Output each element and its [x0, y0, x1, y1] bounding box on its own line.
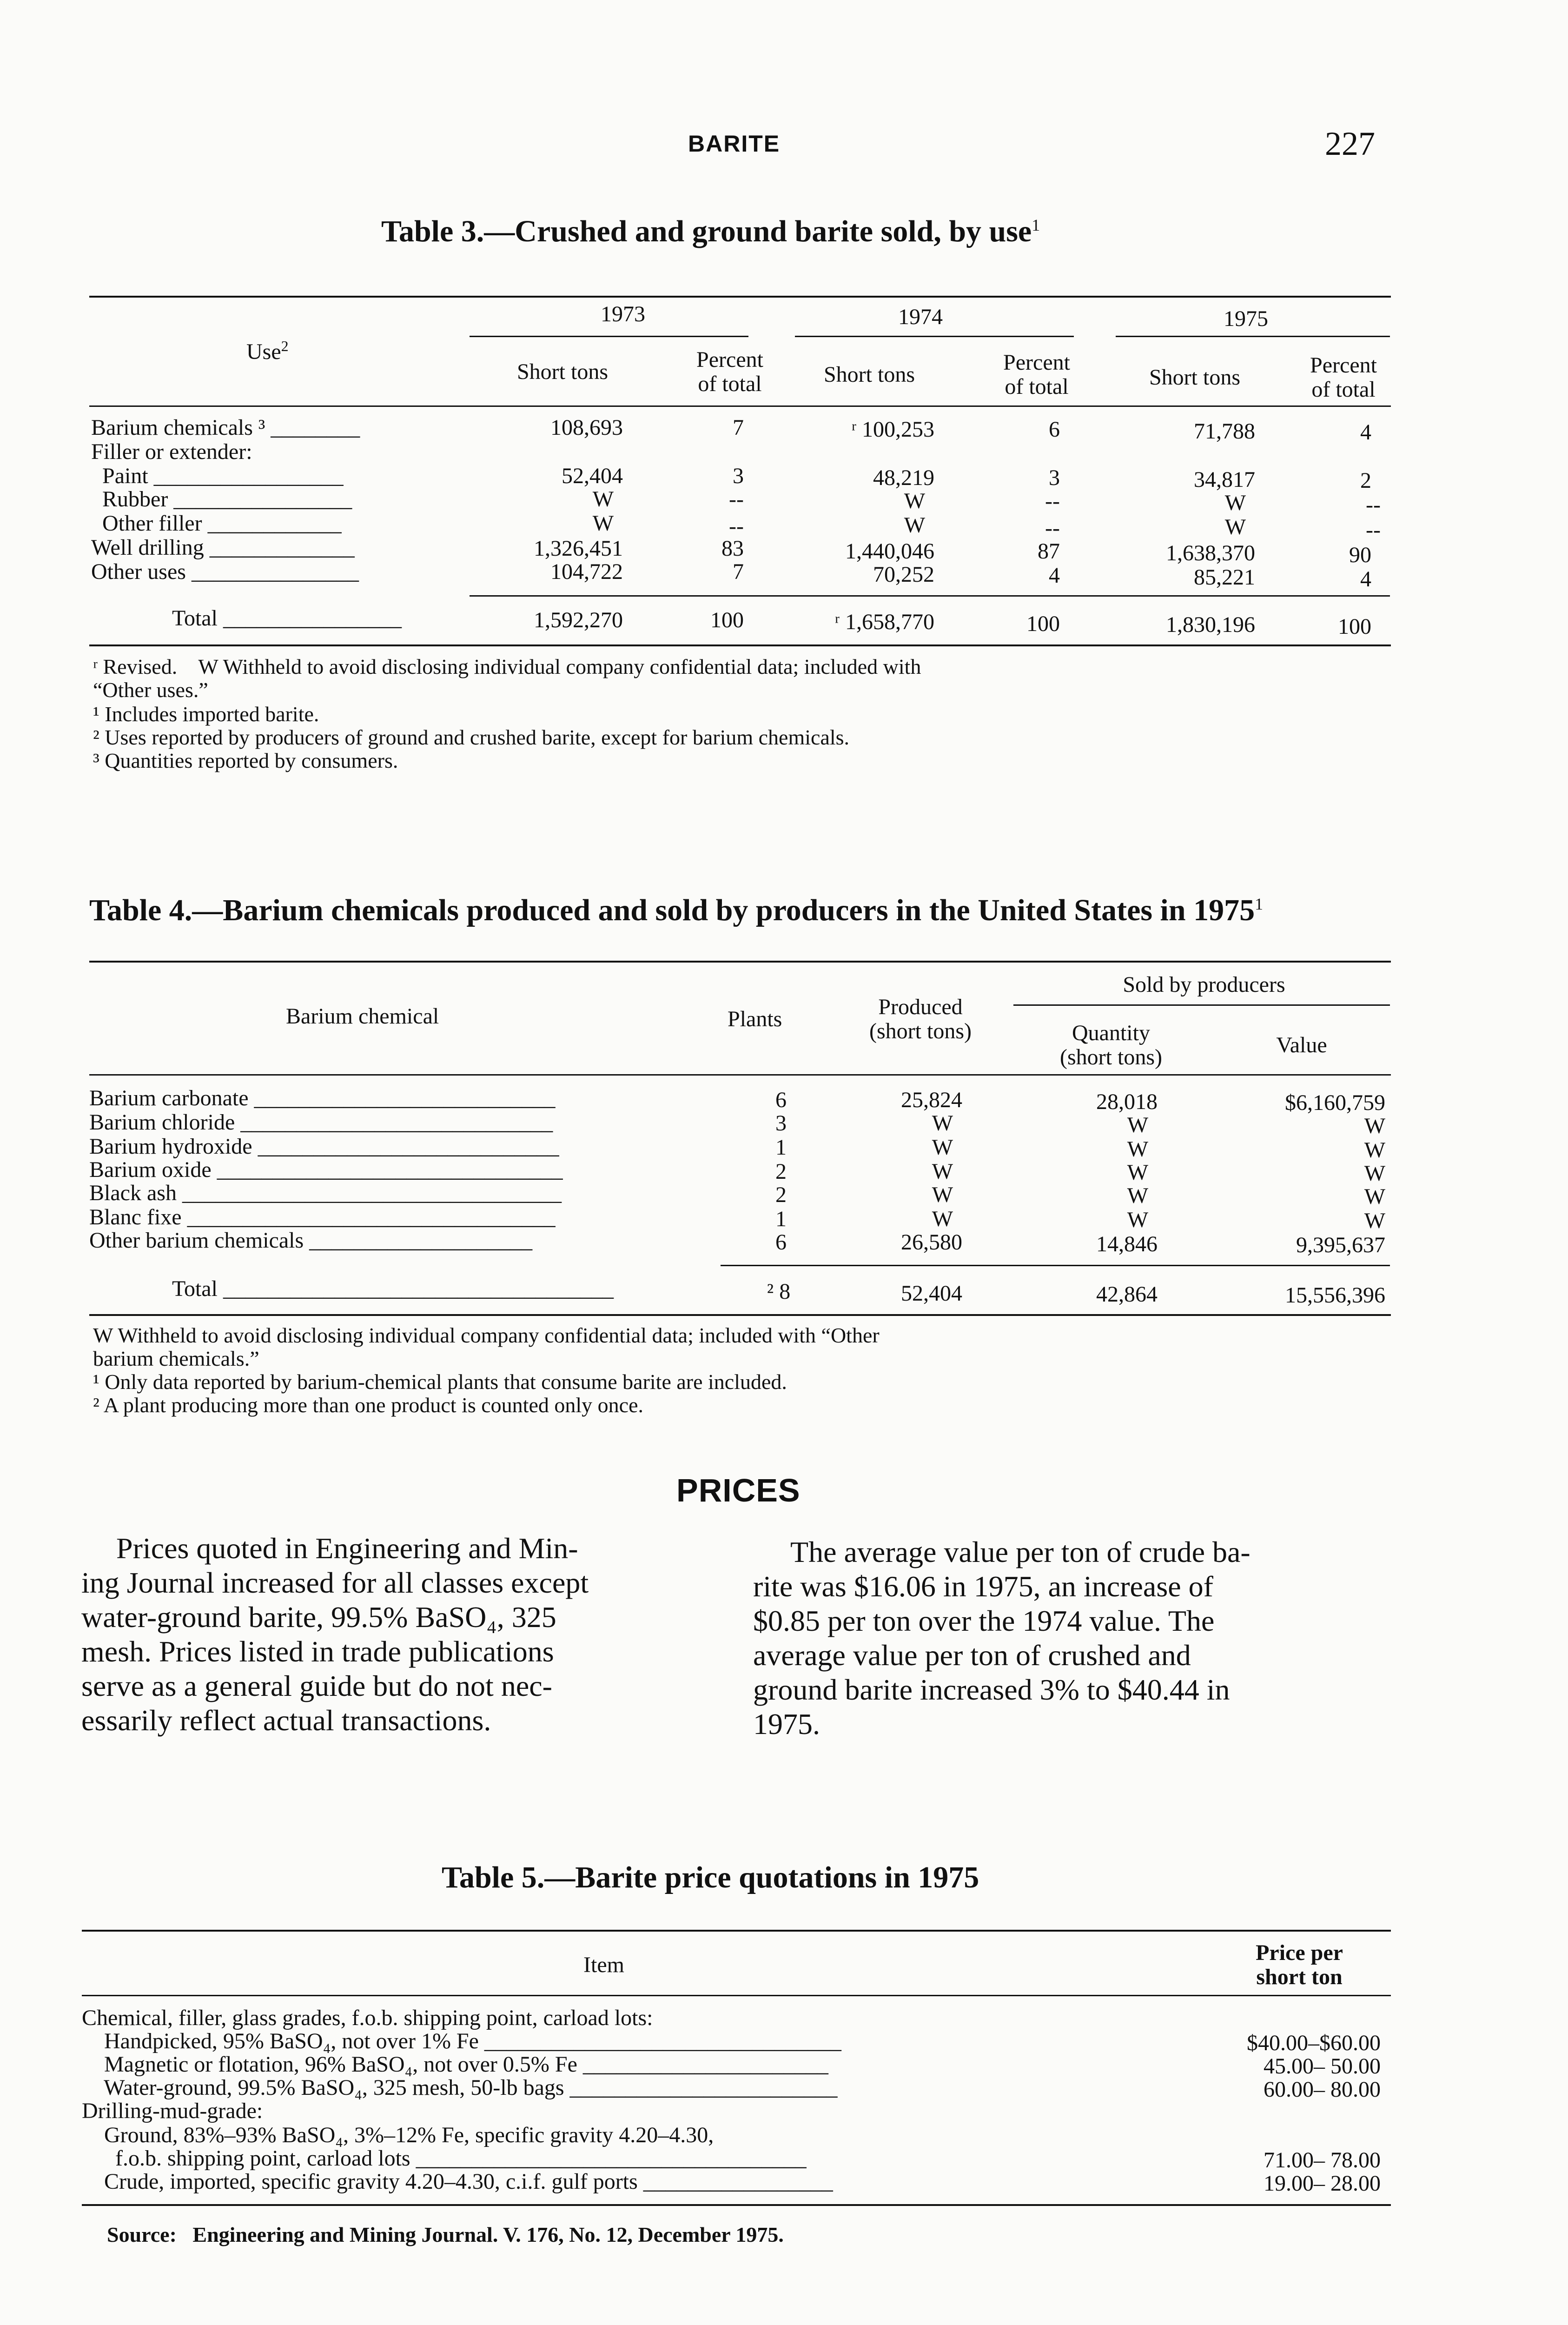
table3-p73-cell: 7	[733, 559, 744, 584]
running-title: BARITE	[688, 131, 781, 157]
table3-st73-cell: 104,722	[550, 559, 623, 584]
table3-note: ʳ Revised. W Withheld to avoid disclosing individual company confidential data; included with	[93, 655, 921, 678]
table3-use-header	[246, 334, 289, 364]
table5-source: Source: Engineering and Mining Journal. V. 176, No. 12, December 1975.	[107, 2223, 784, 2246]
table4-header-quantity-1: Quantity	[1072, 1021, 1150, 1045]
table4-produced-cell: 26,580	[901, 1230, 962, 1255]
table3-total-p74: 100	[1026, 611, 1060, 636]
table3-sh-st75: Short tons	[1149, 365, 1241, 390]
table3-year-rule-1973	[470, 336, 748, 337]
table3-p74-cell: 4	[1049, 563, 1060, 588]
table3-sh-p75b: of total	[1311, 377, 1376, 402]
table3-use-cell: Well drilling _____________	[91, 535, 355, 560]
prices-left-line: ing Journal increased for all classes except	[81, 1566, 589, 1599]
table4-produced-cell: W	[932, 1182, 953, 1207]
table3-top-rule	[89, 296, 1391, 298]
table3-title	[381, 214, 1040, 249]
table3-total-st73: 1,592,270	[534, 608, 623, 632]
table3-st73-cell: 1,326,451	[534, 536, 623, 561]
table4-header-value: Value	[1276, 1033, 1327, 1057]
table3-p75-cell: --	[1366, 492, 1381, 517]
table4-total-label: Total ___________________________________	[172, 1276, 614, 1301]
table5-top-rule	[82, 1930, 1391, 1932]
prices-left-line: mesh. Prices listed in trade publications	[81, 1635, 554, 1668]
prices-right-line: $0.85 per ton over the 1974 value. The	[753, 1604, 1215, 1637]
table3-use-header-text: Use	[246, 339, 281, 364]
table4-produced-cell: W	[932, 1207, 953, 1231]
table4-note: barium chemicals.”	[93, 1347, 259, 1370]
table5-item-cell: Crude, imported, specific gravity 4.20–4.30, c.i.f. gulf ports _________________	[82, 2169, 833, 2194]
table5-item-cell: Magnetic or flotation, 96% BaSO₄, not over 0.5% Fe ______________________	[82, 2052, 828, 2077]
table4-title-note: 1	[1255, 895, 1264, 913]
table4-sold-rule	[1013, 1004, 1390, 1006]
table4-title-text: Table 4.—Barium chemicals produced and sold by producers in the United States in 1975	[89, 893, 1255, 927]
table3-p74-cell: --	[1045, 516, 1060, 540]
table4-plants-cell: 3	[775, 1111, 787, 1136]
table3-use-cell: Other filler ____________	[91, 511, 342, 536]
table3-note: ² Uses reported by producers of ground and crushed barite, except for barium chemicals.	[93, 725, 850, 749]
table4-header-produced-1: Produced	[878, 995, 963, 1019]
table3-p75-cell: 2	[1360, 468, 1371, 493]
table3-sh-p73a: Percent	[696, 347, 763, 372]
table3-use-cell: Filler or extender:	[91, 439, 252, 464]
table4-total-quantity: 42,864	[1096, 1282, 1158, 1307]
table4-header-produced-2: (short tons)	[869, 1019, 972, 1043]
table4-chemical-cell: Barium oxide _______________________________	[89, 1157, 563, 1182]
table5-title: Table 5.—Barite price quotations in 1975	[442, 1860, 979, 1894]
table4-chemical-cell: Barium chloride ____________________________	[89, 1110, 553, 1135]
table3-total-label: Total ________________	[172, 606, 402, 631]
table4-header-sold: Sold by producers	[1123, 972, 1285, 997]
prices-heading: PRICES	[676, 1472, 801, 1508]
table5-item-cell: Water-ground, 99.5% BaSO₄, 325 mesh, 50-lb bags ________________________	[82, 2075, 838, 2100]
table5-header-price-2: short ton	[1256, 1965, 1343, 1989]
table4-quantity-cell: W	[1127, 1208, 1148, 1232]
table5-header-rule	[82, 1995, 1391, 1996]
table3-p74-cell: 6	[1049, 417, 1060, 442]
table3-note: ¹ Includes imported barite.	[93, 702, 319, 726]
table4-plants-cell: 2	[775, 1182, 787, 1207]
table3-st75-cell: 85,221	[1194, 565, 1255, 590]
prices-right-line: average value per ton of crushed and	[753, 1639, 1191, 1672]
prices-right-line: 1975.	[753, 1707, 820, 1740]
table4-value-cell: 9,395,637	[1296, 1233, 1385, 1257]
table3-st74-cell: W	[904, 513, 925, 538]
table4-chemical-cell: Other barium chemicals ____________________	[89, 1228, 533, 1253]
table4-note: ¹ Only data reported by barium-chemical plants that consume barite are included.	[93, 1370, 787, 1394]
table4-chemical-cell: Blanc fixe _________________________________	[89, 1205, 556, 1229]
table5-price-cell: 60.00– 80.00	[1264, 2077, 1381, 2102]
prices-left-line: essarily reflect actual transactions.	[81, 1704, 491, 1737]
table5-bottom-rule	[82, 2204, 1391, 2206]
table3-st74-cell: 70,252	[873, 562, 934, 587]
table4-chemical-cell: Barium hydroxide ___________________________	[89, 1134, 559, 1159]
table4-quantity-cell: W	[1127, 1137, 1148, 1162]
table5-price-cell: 45.00– 50.00	[1264, 2054, 1381, 2079]
table4-quantity-cell: W	[1127, 1160, 1148, 1185]
table3-st75-cell: 34,817	[1194, 467, 1255, 492]
table3-year-rule-1974	[795, 336, 1074, 337]
page-number: 227	[1325, 125, 1375, 162]
table3-p73-cell: --	[729, 487, 744, 512]
table4-plants-cell: 1	[775, 1135, 787, 1160]
table5-item-cell: f.o.b. shipping point, carload lots ___________________________________	[82, 2146, 807, 2171]
table3-st75-cell: W	[1224, 515, 1246, 539]
table4-header-quantity-2: (short tons)	[1060, 1045, 1162, 1070]
table3-st73-cell: W	[592, 511, 614, 536]
table3-use-cell: Rubber ________________	[91, 487, 352, 512]
table4-value-cell: W	[1364, 1184, 1385, 1209]
prices-left-line: Prices quoted in Engineering and Min-	[116, 1532, 578, 1565]
table3-st74-cell: ʳ 100,253	[851, 417, 934, 442]
table3-st73-cell: 108,693	[550, 415, 623, 440]
prices-left-line: water-ground barite, 99.5% BaSO₄, 325	[81, 1601, 556, 1634]
table3-year-rule-1975	[1116, 336, 1390, 337]
table3-sh-st73: Short tons	[516, 359, 609, 384]
table3-title-note: 1	[1032, 216, 1040, 234]
table4-value-cell: $6,160,759	[1285, 1090, 1385, 1115]
prices-right-line: ground barite increased 3% to $40.44 in	[753, 1673, 1230, 1706]
table3-total-p75: 100	[1338, 614, 1371, 639]
table5-price-cell: $40.00–$60.00	[1247, 2031, 1381, 2055]
table4-plants-cell: 1	[775, 1207, 787, 1231]
prices-left-line: serve as a general guide but do not nec-	[81, 1669, 552, 1702]
table4-total-plants: ² 8	[767, 1279, 791, 1304]
table3-year-1974: 1974	[898, 305, 943, 329]
table3-note: ³ Quantities reported by consumers.	[93, 749, 398, 772]
table3-bottom-rule	[89, 644, 1391, 646]
table3-p73-cell: 7	[733, 415, 744, 440]
table3-sh-p74a: Percent	[1003, 350, 1070, 375]
table3-sh-p75a: Percent	[1310, 353, 1377, 378]
table4-total-rule	[721, 1265, 1390, 1266]
table4-total-produced: 52,404	[901, 1281, 962, 1306]
table4-header-chemical: Barium chemical	[286, 1004, 439, 1029]
table5-header-price-1: Price per	[1256, 1940, 1343, 1965]
table4-chemical-cell: Black ash __________________________________	[89, 1181, 562, 1205]
table4-value-cell: W	[1364, 1161, 1385, 1186]
table4-plants-cell: 6	[775, 1230, 787, 1255]
table4-bottom-rule	[89, 1314, 1391, 1316]
table3-p75-cell: 4	[1360, 420, 1371, 445]
table4-value-cell: W	[1364, 1114, 1385, 1138]
table5-header-item: Item	[583, 1953, 624, 1977]
table4-value-cell: W	[1364, 1209, 1385, 1233]
table4-header-plants: Plants	[728, 1007, 782, 1031]
table3-st75-cell: 1,638,370	[1166, 541, 1255, 565]
table4-note: ² A plant producing more than one product is counted only once.	[93, 1393, 643, 1417]
table3-p73-cell: --	[729, 514, 744, 538]
table3-use-cell: Other uses _______________	[91, 559, 359, 584]
table4-quantity-cell: 28,018	[1096, 1089, 1158, 1114]
table3-st74-cell: 48,219	[873, 465, 934, 490]
table3-st74-cell: 1,440,046	[845, 539, 934, 564]
table5-price-cell: 19.00– 28.00	[1264, 2171, 1381, 2196]
table3-st75-cell: W	[1224, 491, 1246, 515]
table3-st73-cell: 52,404	[562, 464, 623, 488]
table4-produced-cell: W	[932, 1111, 953, 1136]
table4-plants-cell: 2	[775, 1159, 787, 1184]
table4-produced-cell: 25,824	[901, 1088, 962, 1112]
table5-price-cell: 71.00– 78.00	[1264, 2148, 1381, 2172]
table4-produced-cell: W	[932, 1135, 953, 1160]
table3-st75-cell: 71,788	[1194, 419, 1255, 444]
table4-plants-cell: 6	[775, 1088, 787, 1112]
prices-right-line: rite was $16.06 in 1975, an increase of	[753, 1570, 1213, 1603]
table3-p74-cell: 87	[1038, 539, 1060, 564]
table3-use-cell: Barium chemicals ³ ________	[91, 415, 360, 440]
table3-p73-cell: 3	[733, 464, 744, 488]
table5-item-cell: Ground, 83%–93% BaSO₄, 3%–12% Fe, specific gravity 4.20–4.30,	[82, 2123, 714, 2147]
table5-item-cell: Drilling-mud-grade:	[82, 2099, 263, 2123]
table3-note: “Other uses.”	[93, 678, 208, 702]
table3-year-1975: 1975	[1224, 306, 1268, 331]
table3-st74-cell: W	[904, 489, 925, 513]
table3-p74-cell: 3	[1049, 465, 1060, 490]
table4-header-rule	[89, 1074, 1391, 1076]
table4-note: W Withheld to avoid disclosing individual company confidential data; included with “Other	[93, 1323, 880, 1347]
table3-sh-p74b: of total	[1005, 374, 1069, 399]
table4-quantity-cell: 14,846	[1096, 1232, 1158, 1256]
table4-total-value: 15,556,396	[1285, 1283, 1385, 1308]
table3-sh-p73b: of total	[698, 372, 762, 396]
table3-total-st75: 1,830,196	[1166, 612, 1255, 637]
table3-year-1973: 1973	[601, 302, 645, 326]
table4-value-cell: W	[1364, 1138, 1385, 1162]
table3-use-cell: Paint _________________	[91, 464, 344, 488]
table3-p75-cell: 90	[1349, 543, 1371, 567]
table3-use-header-note: 2	[281, 338, 289, 354]
table3-header-rule	[89, 405, 1391, 407]
table4-quantity-cell: W	[1127, 1183, 1148, 1208]
table3-st73-cell: W	[592, 487, 614, 512]
table5-item-cell: Chemical, filler, glass grades, f.o.b. shipping point, carload lots:	[82, 2006, 653, 2030]
table3-sh-st74: Short tons	[823, 362, 915, 387]
table3-total-p73: 100	[710, 608, 744, 632]
table3-total-st74: ʳ 1,658,770	[834, 610, 934, 634]
prices-right-line: The average value per ton of crude ba-	[790, 1535, 1250, 1568]
table5-item-cell: Handpicked, 95% BaSO₄, not over 1% Fe ________________________________	[82, 2029, 841, 2053]
table3-p75-cell: 4	[1360, 567, 1371, 591]
table4-quantity-cell: W	[1127, 1113, 1148, 1137]
table3-p73-cell: 83	[721, 536, 744, 561]
table4-title	[89, 893, 1263, 928]
table3-p75-cell: --	[1366, 518, 1381, 542]
table4-top-rule	[89, 961, 1391, 963]
table4-produced-cell: W	[932, 1159, 953, 1184]
table4-chemical-cell: Barium carbonate ___________________________	[89, 1086, 556, 1110]
table3-title-text: Table 3.—Crushed and ground barite sold, by use	[381, 214, 1032, 248]
table3-p74-cell: --	[1045, 489, 1060, 513]
table3-total-rule	[470, 595, 1390, 597]
